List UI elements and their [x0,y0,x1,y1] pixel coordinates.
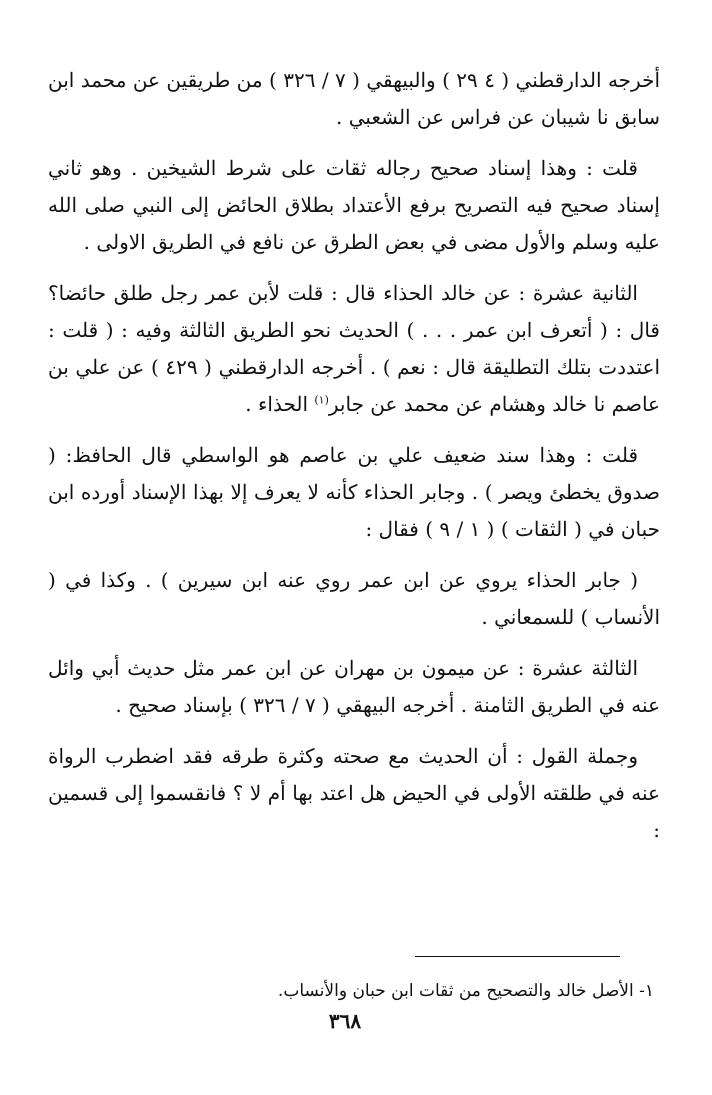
main-text [48,62,660,863]
paragraph-5-text: ( جابر الحذاء يروي عن ابن عمر روي عنه ابن سيرين ) . وكذا في ( الأنساب ) للسمعاني . [48,568,660,629]
paragraph-3-tail: الحذاء . [245,392,308,416]
page-number: ٣٦٨ [328,1009,362,1033]
paragraph-4-text: قلت : وهذا سند ضعيف علي بن عاصم هو الواسطي قال الحافظ: ( صدوق يخطئ ويصر ) . وجابر الحذاء كأنه لا يعرف إلا بهذا الإسناد أورده ابن حبان في ( الثقات ) ( ١ / ٩ ) فقال : [48,443,660,541]
paragraph-3 [48,275,660,423]
paragraph-7 [48,738,660,849]
paragraph-1: أخرجه الدارقطني ( ٤ ٢٩ ) والبيهقي ( ٧ / ٣٢٦ ) من طريقين عن محمد ابن سابق نا شيبان عن فراس عن الشعبي . [48,68,661,129]
paragraph-7-text: وجملة القول : أن الحديث مع صحته وكثرة طرقه فقد اضطرب الرواة عنه في طلقته الأولى في الحيض هل اعتد بها أم لا ؟ فانقسموا إلى قسمين : [48,744,660,842]
paragraph-6 [48,650,660,724]
paragraph-2-text: قلت : وهذا إسناد صحيح رجاله ثقات على شرط الشيخين . وهو ثاني إسناد صحيح فيه التصريح برفع الأعتداد بطلاق الحائض إلى النبي صلى الله عليه وسلم والأول مضى في بعض الطرق عن نافع في الطريق الاولى . [48,156,660,254]
footnote-marker: (١) [314,393,329,407]
paragraph-5 [48,562,660,636]
footnote: ١- الأصل خالد والتصحيح من ثقات ابن حبان والأنساب. [277,981,654,1001]
paragraph-2 [48,150,660,261]
footnote-separator [415,956,620,957]
paragraph-3-text: الثانية عشرة : عن خالد الحذاء قال : قلت لأبن عمر رجل طلق حائضا؟ قال : ( أتعرف ابن عمر . . . ) الحديث نحو الطريق الثالثة وفيه : ( قلت : اعتددت بتلك التطليقة قال : نعم ) . أخرجه الدارقطني ( ٤٢٩ ) عن علي بن عاصم نا خالد وهشام عن محمد عن جابر [48,281,660,416]
paragraph-6-text: الثالثة عشرة : عن ميمون بن مهران عن ابن عمر مثل حديث أبي وائل عنه في الطريق الثامنة . أخرجه البيهقي ( ٧ / ٣٢٦ ) بإسناد صحيح . [48,656,660,717]
paragraph-4 [48,437,660,548]
